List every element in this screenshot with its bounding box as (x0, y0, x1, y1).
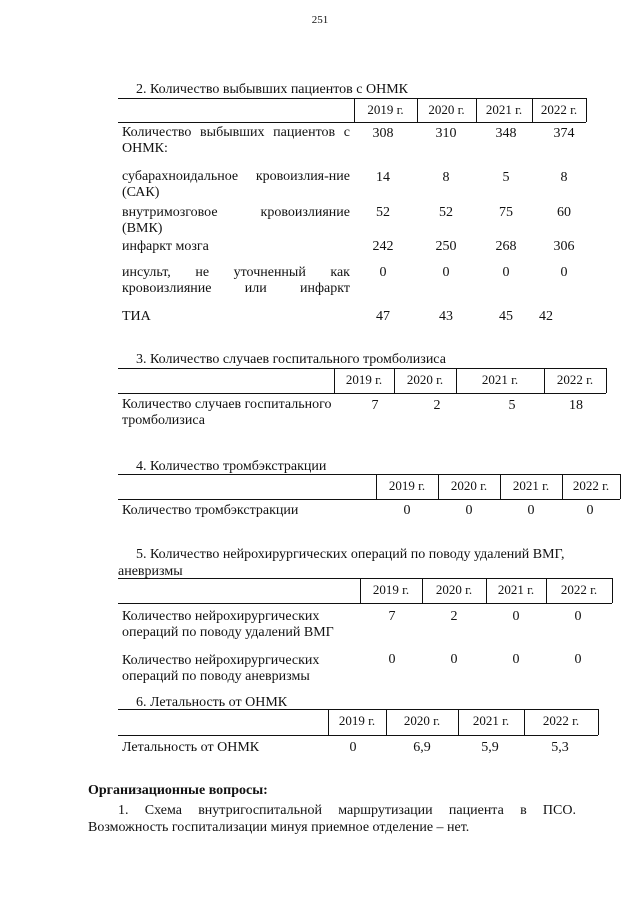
table-rule (118, 474, 620, 475)
section-heading: 3. Количество случаев госпитального тромболизиса (136, 352, 446, 367)
year-header: 2020 г. (450, 478, 488, 493)
year-header: 2019 г. (372, 582, 410, 597)
row-value: 0 (502, 265, 510, 280)
row-value: 8 (442, 170, 450, 185)
row-value: 42 (539, 309, 553, 324)
row-value: 0 (442, 265, 450, 280)
org-section-title: Организационные вопросы: (88, 783, 268, 798)
section-heading (118, 546, 588, 580)
row-value: 0 (349, 740, 357, 755)
year-header: 2021 г. (481, 372, 519, 387)
row-label: внутримозговое кровоизлияние (ВМК) (122, 205, 350, 236)
row-value: 0 (512, 652, 520, 667)
year-header: 2019 г. (367, 102, 404, 117)
table-rule (118, 709, 598, 710)
row-value: 47 (376, 309, 390, 324)
year-header: 2020 г. (403, 713, 441, 728)
table-column-divider (612, 578, 613, 603)
table-rule (118, 98, 586, 99)
row-value: 268 (495, 239, 517, 254)
page-number: 251 (311, 14, 329, 26)
row-label: Количество нейрохирургических операций по поводу аневризмы (122, 653, 320, 684)
row-value: 0 (586, 503, 594, 518)
row-value: 0 (379, 265, 387, 280)
row-value: 242 (372, 239, 394, 254)
row-value: 5 (502, 170, 510, 185)
table-rule (118, 578, 612, 579)
row-value: 0 (450, 652, 458, 667)
table-column-divider (598, 709, 599, 735)
year-header: 2021 г. (472, 713, 510, 728)
row-label: Количество выбывших пациентов с ОНМК: (122, 125, 350, 156)
row-value: 45 (499, 309, 513, 324)
org-item-1: 1. Схема внутригоспитальной маршрутизации пациента в ПСО. Возможность госпитализации минуя приемное отделение – нет. (88, 803, 576, 835)
year-header: 2019 г. (388, 478, 426, 493)
year-header: 2020 г. (435, 582, 473, 597)
row-value: 348 (495, 126, 517, 141)
row-value: 43 (439, 309, 453, 324)
year-header: 2020 г. (428, 102, 465, 117)
row-value: 308 (372, 126, 394, 141)
year-header: 2021 г. (497, 582, 535, 597)
row-label: инсульт, не уточненный как кровоизлияние или инфаркт (122, 265, 350, 296)
row-value: 0 (560, 265, 568, 280)
year-header: 2022 г. (556, 372, 594, 387)
row-value: 5,9 (481, 740, 499, 755)
row-value: 75 (499, 205, 513, 220)
table-rule (118, 122, 586, 123)
row-value: 2 (433, 398, 441, 413)
row-value: 0 (403, 503, 411, 518)
row-value: 14 (376, 170, 390, 185)
row-value: 0 (574, 652, 582, 667)
row-value: 8 (560, 170, 568, 185)
year-header: 2022 г. (560, 582, 598, 597)
row-label: Количество случаев госпитального тромболизиса (122, 397, 332, 428)
table-column-divider (586, 98, 587, 122)
year-header: 2022 г. (542, 713, 580, 728)
row-value: 5 (508, 398, 516, 413)
row-value: 18 (569, 398, 583, 413)
year-header: 2019 г. (345, 372, 383, 387)
row-value: 7 (371, 398, 379, 413)
table-rule (118, 499, 620, 500)
row-value: 0 (465, 503, 473, 518)
table-rule (118, 735, 598, 736)
year-header: 2020 г. (406, 372, 444, 387)
row-value: 6,9 (413, 740, 431, 755)
section-heading-text: 5. Количество нейрохирургических операций по поводу удалений ВМГ, аневризмы (118, 547, 565, 579)
row-value: 374 (553, 126, 575, 141)
row-value: 52 (376, 205, 390, 220)
row-value: 0 (512, 609, 520, 624)
row-value: 5,3 (551, 740, 569, 755)
row-label: Летальность от ОНМК (122, 740, 260, 755)
row-value: 0 (388, 652, 396, 667)
row-value: 2 (450, 609, 458, 624)
section-heading: 6. Летальность от ОНМК (136, 695, 288, 710)
table-column-divider (620, 474, 621, 499)
row-label: Количество тромбэкстракции (122, 503, 299, 518)
row-value: 0 (527, 503, 535, 518)
table-rule (118, 368, 606, 369)
row-value: 310 (435, 126, 457, 141)
row-value: 52 (439, 205, 453, 220)
row-value: 0 (574, 609, 582, 624)
year-header: 2022 г. (572, 478, 610, 493)
row-value: 7 (388, 609, 396, 624)
row-value: 306 (553, 239, 575, 254)
table-column-divider (606, 368, 607, 393)
year-header: 2021 г. (512, 478, 550, 493)
year-header: 2022 г. (540, 102, 578, 117)
year-header: 2021 г. (485, 102, 523, 117)
row-label: ТИА (122, 309, 151, 324)
section-heading: 4. Количество тромбэкстракции (136, 459, 327, 474)
row-value: 60 (557, 205, 571, 220)
section-heading: 2. Количество выбывших пациентов с ОНМК (136, 82, 408, 97)
row-label: инфаркт мозга (122, 239, 209, 254)
table-rule (118, 393, 606, 394)
row-value: 250 (435, 239, 457, 254)
table-rule (118, 603, 612, 604)
year-header: 2019 г. (338, 713, 376, 728)
row-label: субарахноидальное кровоизлия-ние (САК) (122, 169, 350, 200)
row-label: Количество нейрохирургических операций по поводу удалений ВМГ (122, 609, 334, 640)
